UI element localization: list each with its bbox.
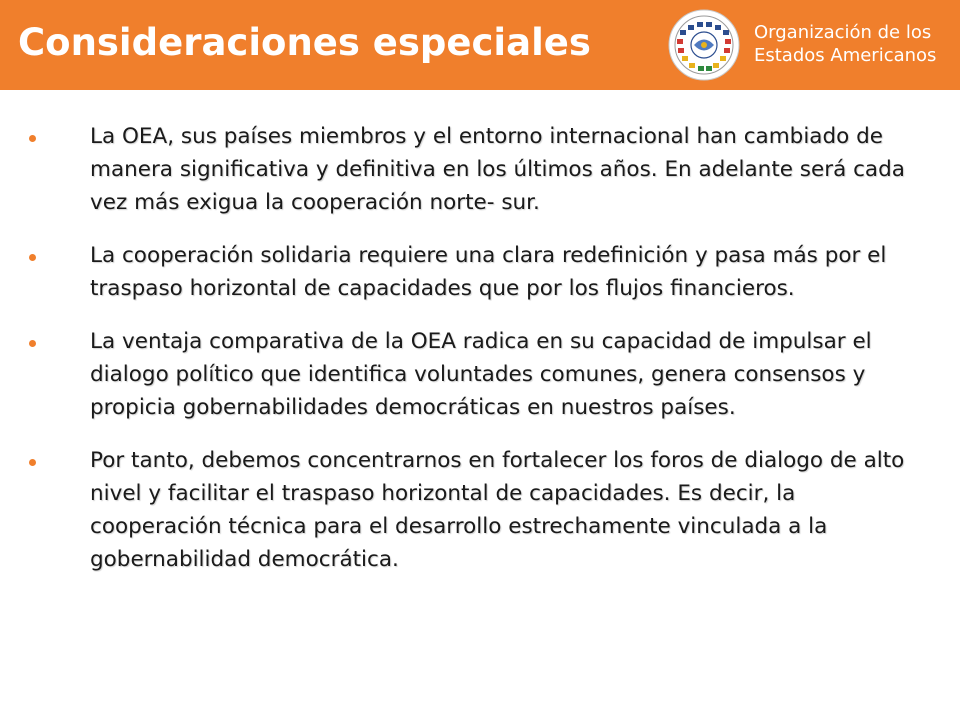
bullet-text: Por tanto, debemos concentrarnos en fortalecer los foros de dialogo de alto nivel y facilitar el traspaso horizontal de capacidades. Es decir, la cooperación técnica para el desarrollo estrechamente vinculada a la gobernabilidad democrática. [90,448,905,572]
bullet-text: La ventaja comparativa de la OEA radica en su capacidad de impulsar el dialogo político que identifica voluntades comunes, genera consensos y propicia gobernabilidades democráticas en nuestros países. [90,329,872,420]
header-bar [0,0,960,90]
bullet-item [26,444,931,576]
bullet-item [26,239,931,305]
bullet-list [26,120,931,576]
bullet-item [26,325,931,424]
oas-seal-icon [664,8,744,82]
bullet-item [26,120,931,219]
slide-title: Consideraciones especiales [18,21,591,64]
organization-logo [664,8,954,82]
organization-name [754,21,936,67]
bullet-dot-icon [29,340,36,347]
bullet-dot-icon [29,254,36,261]
organization-name-line-1: Organización de los [754,22,932,43]
bullet-text: La OEA, sus países miembros y el entorno internacional han cambiado de manera significativa y definitiva en los últimos años. En adelante será cada vez más exigua la cooperación norte- sur. [90,124,905,215]
bullet-dot-icon [29,135,36,142]
bullet-dot-icon [29,459,36,466]
bullet-text: La cooperación solidaria requiere una clara redefinición y pasa más por el traspaso horizontal de capacidades que por los flujos financieros. [90,243,887,301]
organization-name-line-2: Estados Americanos [754,45,937,66]
